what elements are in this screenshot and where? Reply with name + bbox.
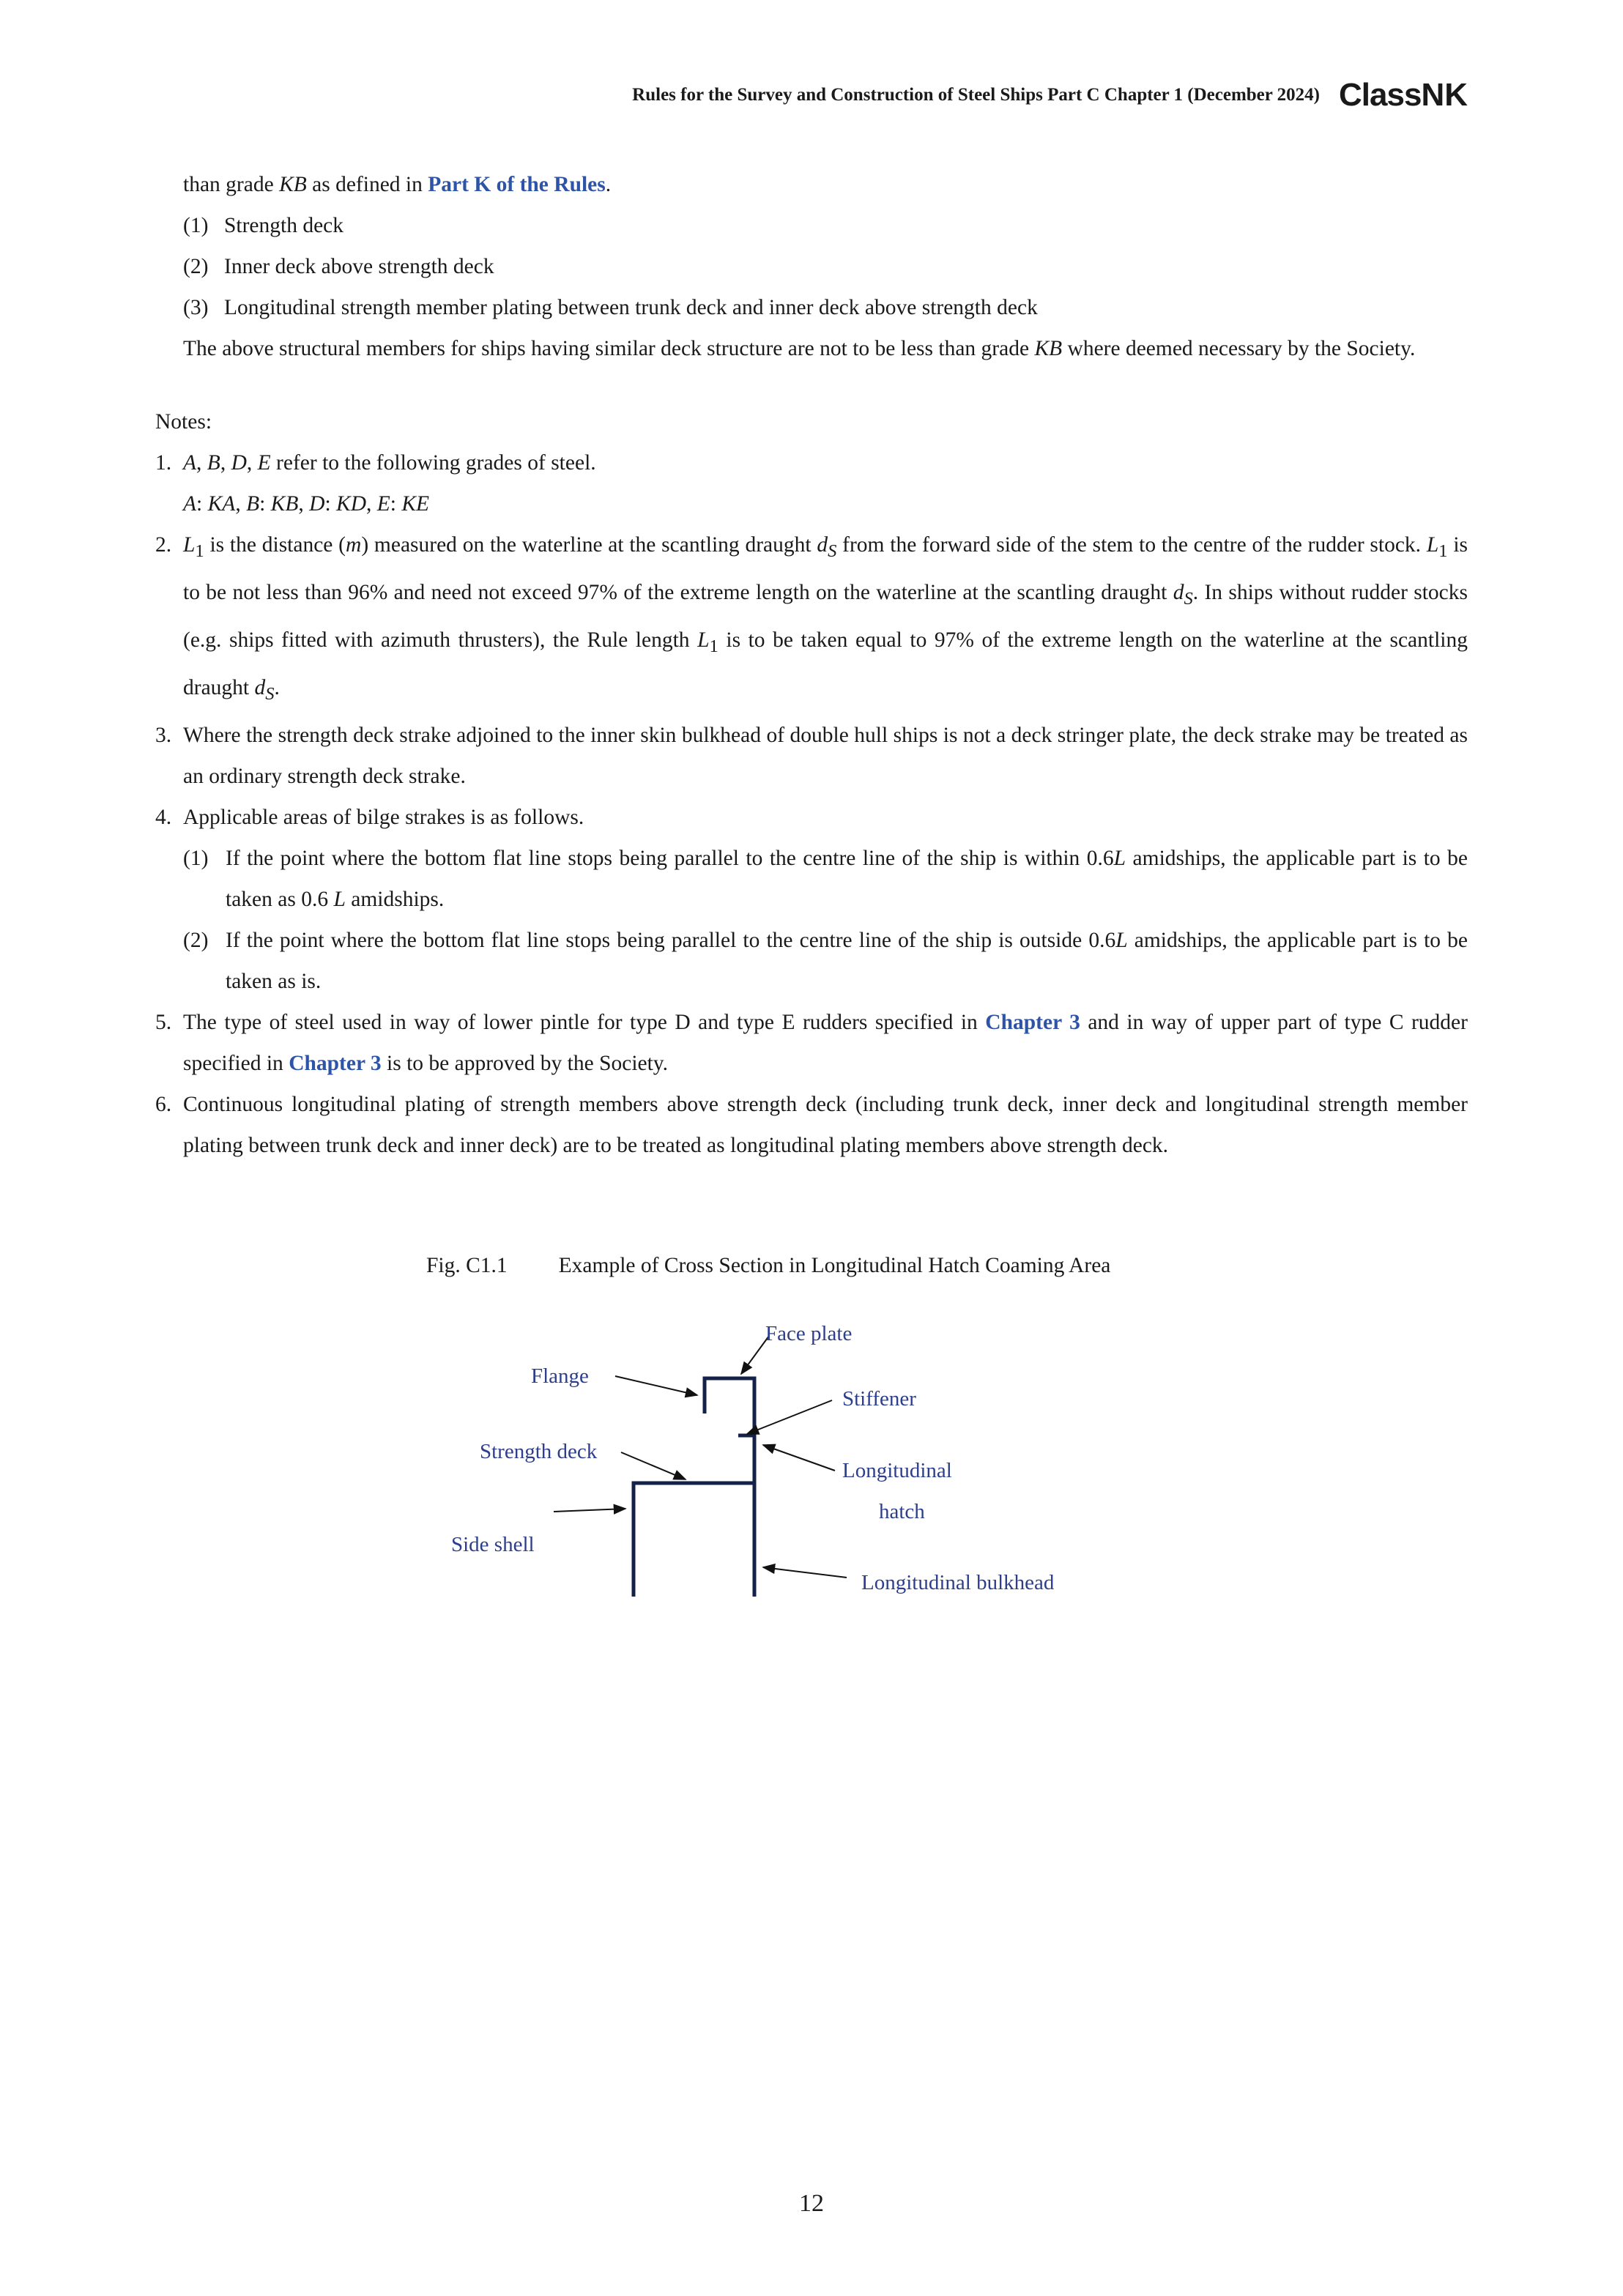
note-2-t3: from the forward side of the stem to the centre of the rudder stock. [836,533,1427,557]
note-6 [155,1084,1468,1166]
label-face-plate: Face plate [765,1322,853,1345]
grade-kb: KB [279,173,307,196]
note-4 [155,797,1468,838]
label-flange: Flange [531,1364,589,1388]
list-text: Longitudinal strength member plating between trunk deck and inner deck above strength deck [224,296,1038,319]
list-item [155,205,1468,246]
page-number: 12 [799,2190,824,2217]
label-hatch: hatch [879,1500,925,1523]
note-5-a: The type of steel used in way of lower pintle for type D and type E rudders specified in [183,1010,986,1034]
symbol-l: L [183,533,196,557]
note-num: 3. [155,723,172,747]
sub-text-b: amidships, the applicable part is to be taken as is. [226,928,1468,993]
symbol-l: L [697,628,710,652]
bulkhead-arrow [763,1567,847,1578]
classnk-logo [1339,79,1468,111]
note-2-t5: . In ships without rudder stocks (e.g. ships fitted with azimuth thrusters), the Rule length [183,580,1468,652]
side-shell-arrow [554,1509,625,1512]
sub-text-c: amidships. [345,887,445,911]
list-num: (2) [183,255,209,278]
intro-text: than grade [183,173,280,196]
list-num: (3) [183,296,209,319]
sub-text [226,920,1468,1002]
map-e: E [376,492,390,516]
note-5 [155,1002,1468,1084]
note-2-t4: is to be not less than 96% and need not exceed 97% of the extreme length on the waterline at the scantling draught [183,533,1468,604]
list-text: Strength deck [224,214,344,237]
label-strength-deck: Strength deck [480,1440,598,1463]
cross-section-diagram [432,1311,1135,1611]
label-side-shell: Side shell [451,1533,535,1556]
note-2-t1: is the distance ( [204,533,346,557]
para-text: The above structural members for ships having similar deck structure are not to be less than grade [183,337,1035,360]
note-5-b: and in way of upper part of type C rudder specified in [183,1010,1468,1075]
label-longitudinal: Longitudinal [842,1459,952,1482]
map-b: B [246,492,260,516]
note-text: $L_1$ is the distance (m) measured on the waterline at the scantling draught $d_S$ from the forward side of the stem to the centre of the rudder stock. $L_1$ is to be not less than 96% and need not exceed 97% of the extreme length on the waterline at the scantling draught $d_S$. In ships without rudder stocks (e.g. ships fitted with azimuth thrusters), the Rule length $L_1$ is to be taken equal to 97% of the extreme length on the waterline at the scantling draught $d_S$. [183,533,1468,704]
note-2 [155,524,1468,715]
note-text: A, B, D, E refer to the following grades of steel. A: KA, B: KB, D: KD, E: KE [183,451,596,516]
page-header [632,79,1468,111]
sub-text-a: If the point where the bottom flat line stops being parallel to the centre line of the ship is within 0.6 [226,846,1114,870]
chapter-3-link[interactable]: Chapter 3 [289,1051,382,1075]
list-num: (1) [183,214,209,237]
sub-text [226,838,1468,920]
note-5-c: is to be approved by the Society. [381,1051,669,1075]
note-text: Applicable areas of bilge strakes is as follows. [183,805,584,829]
note-2-t6: is to be taken equal to 97% of the extreme length on the waterline at the scantling draught [183,628,1468,699]
symbol-l: L [1113,846,1126,870]
symbol-m: m [346,533,362,557]
para-text-b: where deemed necessary by the Society. [1062,337,1416,360]
map-kd: KD [336,492,366,516]
map-ke: KE [401,492,430,516]
list-item [155,287,1468,328]
longitudinal-hatch-arrow [763,1445,835,1471]
grade-a: A [183,451,197,475]
symbol-l: L [1115,928,1128,952]
note-text: Where the strength deck strake adjoined to the inner skin bulkhead of double hull ships is not a deck stringer plate, the deck strake may be treated as an ordinary strength deck strake. [183,723,1468,788]
note-text: Continuous longitudinal plating of strength members above strength deck (including trunk deck, inner deck and longitudinal strength member plating between trunk deck and inner deck) are to be treated as longitudinal plating members above strength deck. [183,1092,1468,1157]
note-text [183,1002,1468,1084]
note-4-sub-2 [155,920,1468,1002]
grade-kb: KB [1034,337,1063,360]
note-3 [155,715,1468,797]
map-kb: KB [270,492,299,516]
logo-class-text: Class [1339,77,1422,113]
figure-number: Fig. C1.1 [426,1254,508,1277]
grade-b: B [207,451,220,475]
note-num: 2. [155,533,172,557]
symbol-l: L [333,887,346,911]
note-num: 4. [155,805,172,829]
note-1-text: refer to the following grades of steel. [270,451,596,475]
intro-text-b: as defined in [306,173,428,196]
intro-paragraph [155,328,1468,369]
sub-num: (2) [183,928,209,952]
document-body [155,164,1468,1166]
symbol-d: d [1173,580,1184,604]
note-1 [155,442,1468,524]
structure-lines [634,1378,756,1597]
stiffener-arrow [747,1400,832,1434]
sub-num: (1) [183,846,209,870]
side-shell-line [634,1483,754,1597]
sub-text-b: amidships, the applicable part is to be taken as 0.6 [226,846,1468,911]
note-num: 1. [155,451,172,475]
note-num: 5. [155,1010,172,1034]
figure-caption [426,1254,1110,1278]
map-d: D [309,492,325,516]
symbol-l: L [1426,533,1439,557]
coaming-top-line [705,1378,754,1413]
part-k-link[interactable]: Part K of the Rules [428,173,606,196]
sub-text-a: If the point where the bottom flat line stops being parallel to the centre line of the ship is outside 0.6 [226,928,1116,952]
grade-e: E [257,451,271,475]
chapter-3-link[interactable]: Chapter 3 [985,1010,1080,1034]
list-item [155,246,1468,287]
header-title: Rules for the Survey and Construction of Steel Ships Part C Chapter 1 (December 2024) [632,85,1321,105]
intro-line [155,164,1468,205]
intro-end: . [605,173,612,196]
note-2-t2: ) measured on the waterline at the scantling draught [361,533,817,557]
notes-heading: Notes: [155,410,212,434]
symbol-d: d [817,533,828,557]
figure-title: Example of Cross Section in Longitudinal Hatch Coaming Area [558,1254,1111,1277]
grade-d: D [231,451,247,475]
note-4-sub-1 [155,838,1468,920]
list-text: Inner deck above strength deck [224,255,494,278]
label-stiffener: Stiffener [842,1387,916,1411]
logo-nk-text: NK [1421,77,1468,113]
note-2-t7: . [274,675,280,699]
map-a: A [183,492,197,516]
symbol-d: d [254,675,266,699]
map-ka: KA [207,492,236,516]
label-longitudinal-bulkhead: Longitudinal bulkhead [861,1571,1055,1594]
note-num: 6. [155,1092,172,1116]
strength-deck-arrow [621,1452,686,1479]
flange-arrow [615,1376,697,1395]
